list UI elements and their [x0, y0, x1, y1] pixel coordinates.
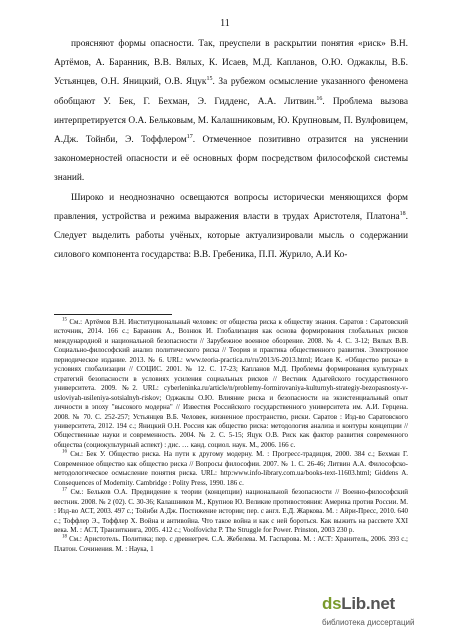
footnote-ref[interactable]: 18: [399, 210, 406, 217]
footnote: [54, 318, 408, 450]
footnote-text: См.: Бельков О.А. Предвидение к теории (концепции) национальной безопасности // Военно-философский вестник. 2008. № 2 (02). С. 30-36; Калашников М., Крупнов Ю. Великие противостояния: Америка против России. М. : Изд-во АСТ, 2003. 497 с.; Тойнби А.Дж. Постижение истории; пер. с англ. Е.Д. Жаркова. М. : Айри-Пресс, 2010. 640 с.; Тоффлер Э., Тоффлер Х. Война и антивойна. Что такое война и как с ней бороться. Как выжить на рассвете XXI века. М. : АСТ, Транзиткнига, 2005. 412 с.; Voolfovichz P. The Struggle for Power. Prinston, 2003 230 р.: [54, 488, 408, 534]
footnote-ref[interactable]: 15: [206, 76, 213, 83]
footnote: [54, 535, 408, 554]
text-run: . Следует выделить работы учёных, которые актуализировали мысль о содержании силового компонента государства: В.В. Гребеника, П.П. Журило, А.И Ко-: [54, 211, 408, 261]
page-number: 11: [220, 18, 230, 29]
footnote-ref[interactable]: 17: [186, 133, 193, 140]
footnote-number: 18: [62, 535, 67, 541]
footnote-text: См.: Артёмов В.Н. Институциональный человек: от общества риска к обществу знания. Саратов : Саратовский источник, 2014. 166 с.; Баранник А., Вознюк И. Глобализация как основа формирования глобальных рисков международной и национальной безопасности // Зарубежное военное обозрение. 2008. № 4. С. 3-12; Вялых В.В. Социально-философский анализ политического риска // Теория и практика общественного развития. Электронное периодическое издание. 2013. № 6. URL: www.teoria-practica.ru/ru/2013/6-2013.html; Исаев К. «Общество риска» в условиях глобализации // СОЦИС. 2001. № 12. С. 17-23; Капланов М.Д. Проблемы формирования культурных стратегий безопасности в условиях усиления социальных рисков // Вестник Адыгейского государственного университета. 2009. №2. URL: cyberleninka.ru/article/n/problemy-formirovaniya-kulturnyh-strategiy-bezopasnosty-v-usloviyah-usileniya-sotsialnyh-riskov; Оджаклы О.Ю. Влияние риска и безопасности на экзистенциальный опыт личности в эпоху "высокого модерна" // Известия Российского государственного университета им. А.И. Герцена. 2008. № 70. С. 252-257; Устьянцев В.Б. Человек, жизненное пространство, риски. Саратов : Изд-во Саратовского университета, 2012. 194 с.; Яницкий О.Н. Россия как общество риска: методология анализа и контуры концепции // Общественные науки и современность. 2004. № 2. С. 5-15; Яцук О.В. Риск как фактор развития современного общества (социокультурный аспект) : дис. … канд. социол. наук. М., 2006. 166 с.: [54, 318, 408, 449]
footnote-text: См.: Бек У. Общество риска. На пути к другому модерну. М. : Прогресс-традиция, 2000. 384 с.; Бехман Г. Современное общество как общество риска // Вопросы философии. 2007. № 1. С. 26-46; Литвин А.А. Философско-методологическое осмысление понятия риска. URL: http:www.info-library.com.ua/books-text-11603.html; Giddens A. Consequences of Modernity. Cambridge : Polity Press, 1990. 186 с.: [54, 450, 409, 487]
footnote: [54, 488, 408, 535]
logo-suffix: Lib.net: [341, 594, 395, 613]
text-run: проясняют формы опасности. Так, преуспели в раскрытии понятия «риск» В.Н. Артёмов, А. Баранник, В.В. Вялых, К. Исаев, М.Д. Капланов, О.Ю. Оджаклы, В.Б. Устьянцев, О.Н. Яницкий, О.В. Яцук: [54, 39, 408, 88]
footnote-number: 16: [62, 450, 67, 456]
body-text: [54, 35, 408, 265]
footnote: [54, 450, 408, 488]
footnote-separator: [54, 314, 172, 315]
text-run: . За рубежом осмысление указанного феномена обобщают У. Бек, Г. Бехман, Э. Гидденс, А.А. Литвин.: [54, 77, 409, 107]
text-run: Широко и неоднозначно освещаются вопросы исторически меняющихся форм правления, устройства и режима выражения власти в трудах Аристотеля, Платона: [54, 192, 408, 222]
paragraph: [54, 189, 408, 266]
text-run: . Отмеченное позитивно отразится на уяснении закономерностей опасности и её основных форм посредством философской системы знаний.: [54, 135, 408, 184]
dslib-logo: [322, 594, 395, 614]
footnotes: [54, 318, 408, 554]
footnote-number: 17: [62, 487, 67, 493]
logo-prefix: ds: [322, 594, 342, 613]
watermark-tagline: библиотека диссертаций: [322, 618, 415, 627]
paragraph: [54, 35, 408, 189]
watermark[interactable]: [322, 594, 442, 634]
text-run: . Проблема вызова интерпретируется О.А. Бельковым, М. Калашниковым, Ю. Крупновым, П. Вулфовицем, А.Дж. Тойнби, Э. Тоффлером: [54, 96, 408, 146]
footnote-ref[interactable]: 16: [316, 95, 323, 102]
footnote-text: См.: Аристотель. Политика; пер. с древнегреч. С.А. Жебелева. М. Гаспарова. М. : АСТ: Хранитель, 2006. 393 с.; Платон. Сочинения. М. : Наука, 1: [54, 535, 408, 553]
footnote-number: 15: [62, 317, 67, 323]
